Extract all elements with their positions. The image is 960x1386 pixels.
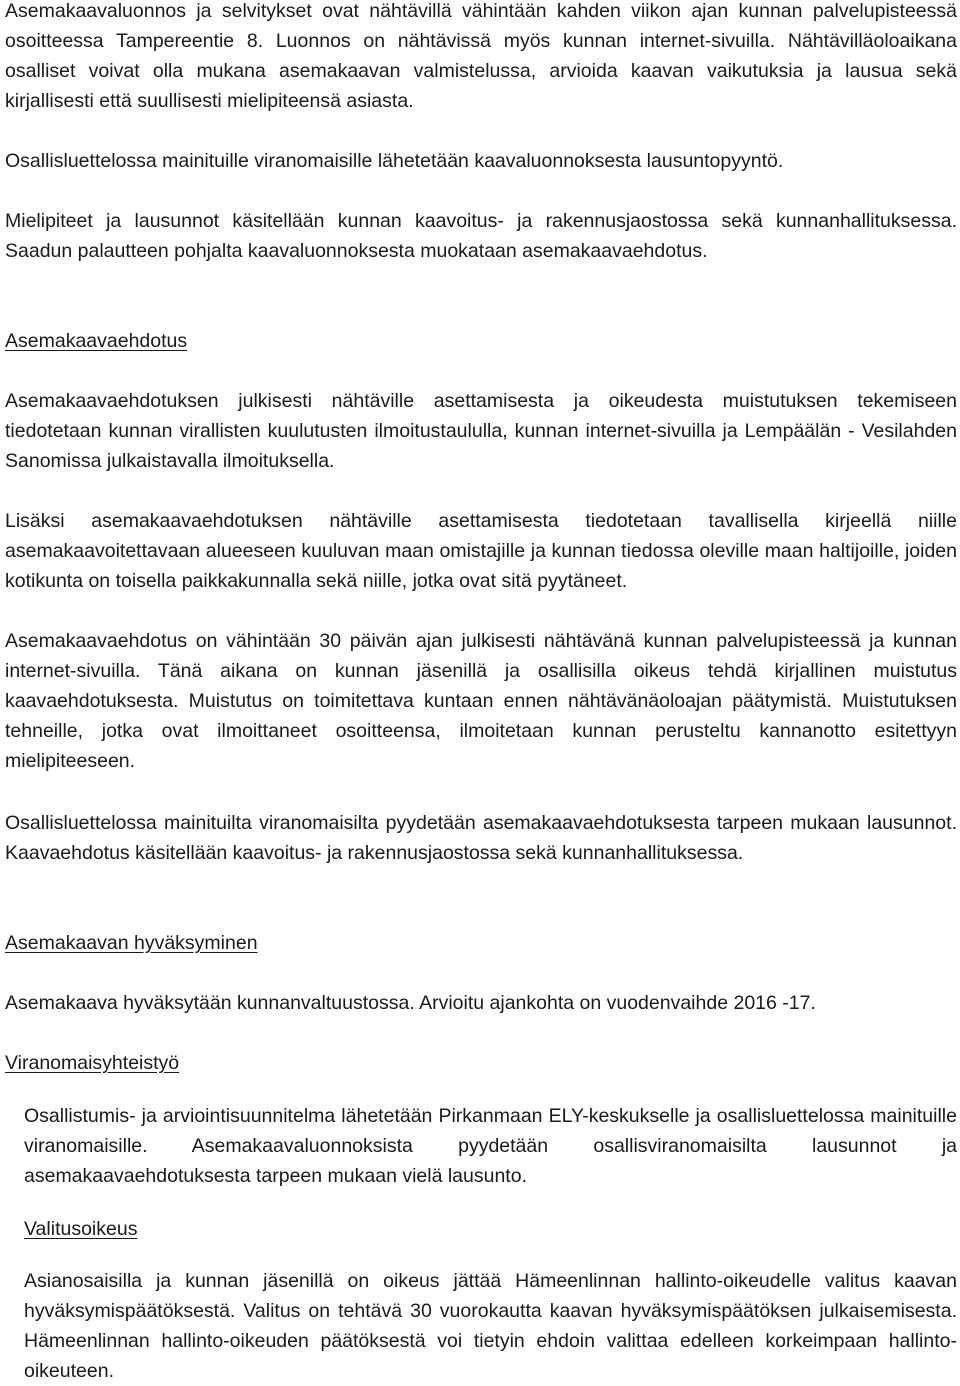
paragraph-draft-availability: Asemakaavaluonnos ja selvitykset ovat nähtävillä vähintään kahden viikon ajan kunnan palvelupisteessä osoitteessa Tampereentie 8. Luonnos on nähtävissä myös kunnan internet-sivuilla. Nähtävilläoloaikana osalliset voivat olla mukana asemakaavan valmistelussa, arvioida kaavan vaikutuksia ja lausua sekä kirjallisesti että suullisesti mielipiteensä asiasta.	[5, 0, 957, 112]
paragraph-letter-notice: Lisäksi asemakaavaehdotuksen nähtäville asettamisesta tiedotetaan tavallisella kirjeellä niille asemakaavoitettavaan alueeseen kuuluvan maan omistajille ja kunnan tiedossa oleville maan haltijoille, joiden kotikunta on toisella paikkakunnalla sekä niille, jotka ovat sitä pyytäneet.	[5, 510, 957, 592]
heading-appeal-right: Valitusoikeus	[24, 1218, 138, 1240]
paragraph-approval: Asemakaava hyväksytään kunnanvaltuustossa. Arvioitu ajankohta on vuodenvaihde 2016 -17.	[5, 992, 816, 1014]
paragraph-opinions-processing: Mielipiteet ja lausunnot käsitellään kunnan kaavoitus- ja rakennusjaostossa sekä kunnanhallituksessa. Saadun palautteen pohjalta kaavaluonnoksesta muokataan asemakaavaehdotus.	[5, 210, 957, 262]
heading-proposal: Asemakaavaehdotus	[5, 330, 188, 352]
paragraph-authority-statements: Osallisluettelossa mainituilta viranomaisilta pyydetään asemakaavaehdotuksesta tarpeen mukaan lausunnot. Kaavaehdotus käsitellään kaavoitus- ja rakennusjaostossa sekä kunnanhallituksessa.	[5, 812, 957, 864]
paragraph-proposal-notice: Asemakaavaehdotuksen julkisesti nähtäville asettamisesta ja oikeudesta muistutuksen tekemiseen tiedotetaan kunnan virallisten kuulutusten ilmoitustaululla, kunnan internet-sivuilla ja Lempäälän - Vesilahden Sanomissa julkaistavalla ilmoituksella.	[5, 390, 957, 472]
paragraph-authority-cooperation: Osallistumis- ja arviointisuunnitelma lähetetään Pirkanmaan ELY-keskukselle ja osallisluettelossa mainituille viranomaisille. Asemakaavaluonnoksista pyydetään osallisviranomaisilta lausunnot ja asemakaavaehdotuksesta tarpeen mukaan vielä lausunto.	[24, 1105, 957, 1187]
paragraph-statement-request: Osallisluettelossa mainituille viranomaisille lähetetään kaavaluonnoksesta lausuntopyyntö.	[5, 150, 784, 172]
heading-authority-cooperation: Viranomaisyhteistyö	[5, 1052, 180, 1074]
heading-approval: Asemakaavan hyväksyminen	[5, 932, 258, 954]
paragraph-appeal-right: Asianosaisilla ja kunnan jäsenillä on oikeus jättää Hämeenlinnan hallinto-oikeudelle valitus kaavan hyväksymispäätöksestä. Valitus on tehtävä 30 vuorokautta kaavan hyväksymispäätöksen julkaisemisesta. Hämeenlinnan hallinto-oikeuden päätöksestä voi tietyin ehdoin valittaa edelleen korkeimpaan hallinto-oikeuteen.	[24, 1270, 957, 1382]
paragraph-display-period: Asemakaavaehdotus on vähintään 30 päivän ajan julkisesti nähtävänä kunnan palvelupisteessä ja kunnan internet-sivuilla. Tänä aikana on kunnan jäsenillä ja osallisilla oikeus tehdä kirjallinen muistutus kaavaehdotuksesta. Muistutus on toimitettava kuntaan ennen nähtävänäoloajan päätymistä. Muistutuksen tehneille, jotka ovat ilmoittaneet osoitteensa, ilmoitetaan kunnan perusteltu kannanotto esitettyyn mielipiteeseen.	[5, 630, 957, 772]
